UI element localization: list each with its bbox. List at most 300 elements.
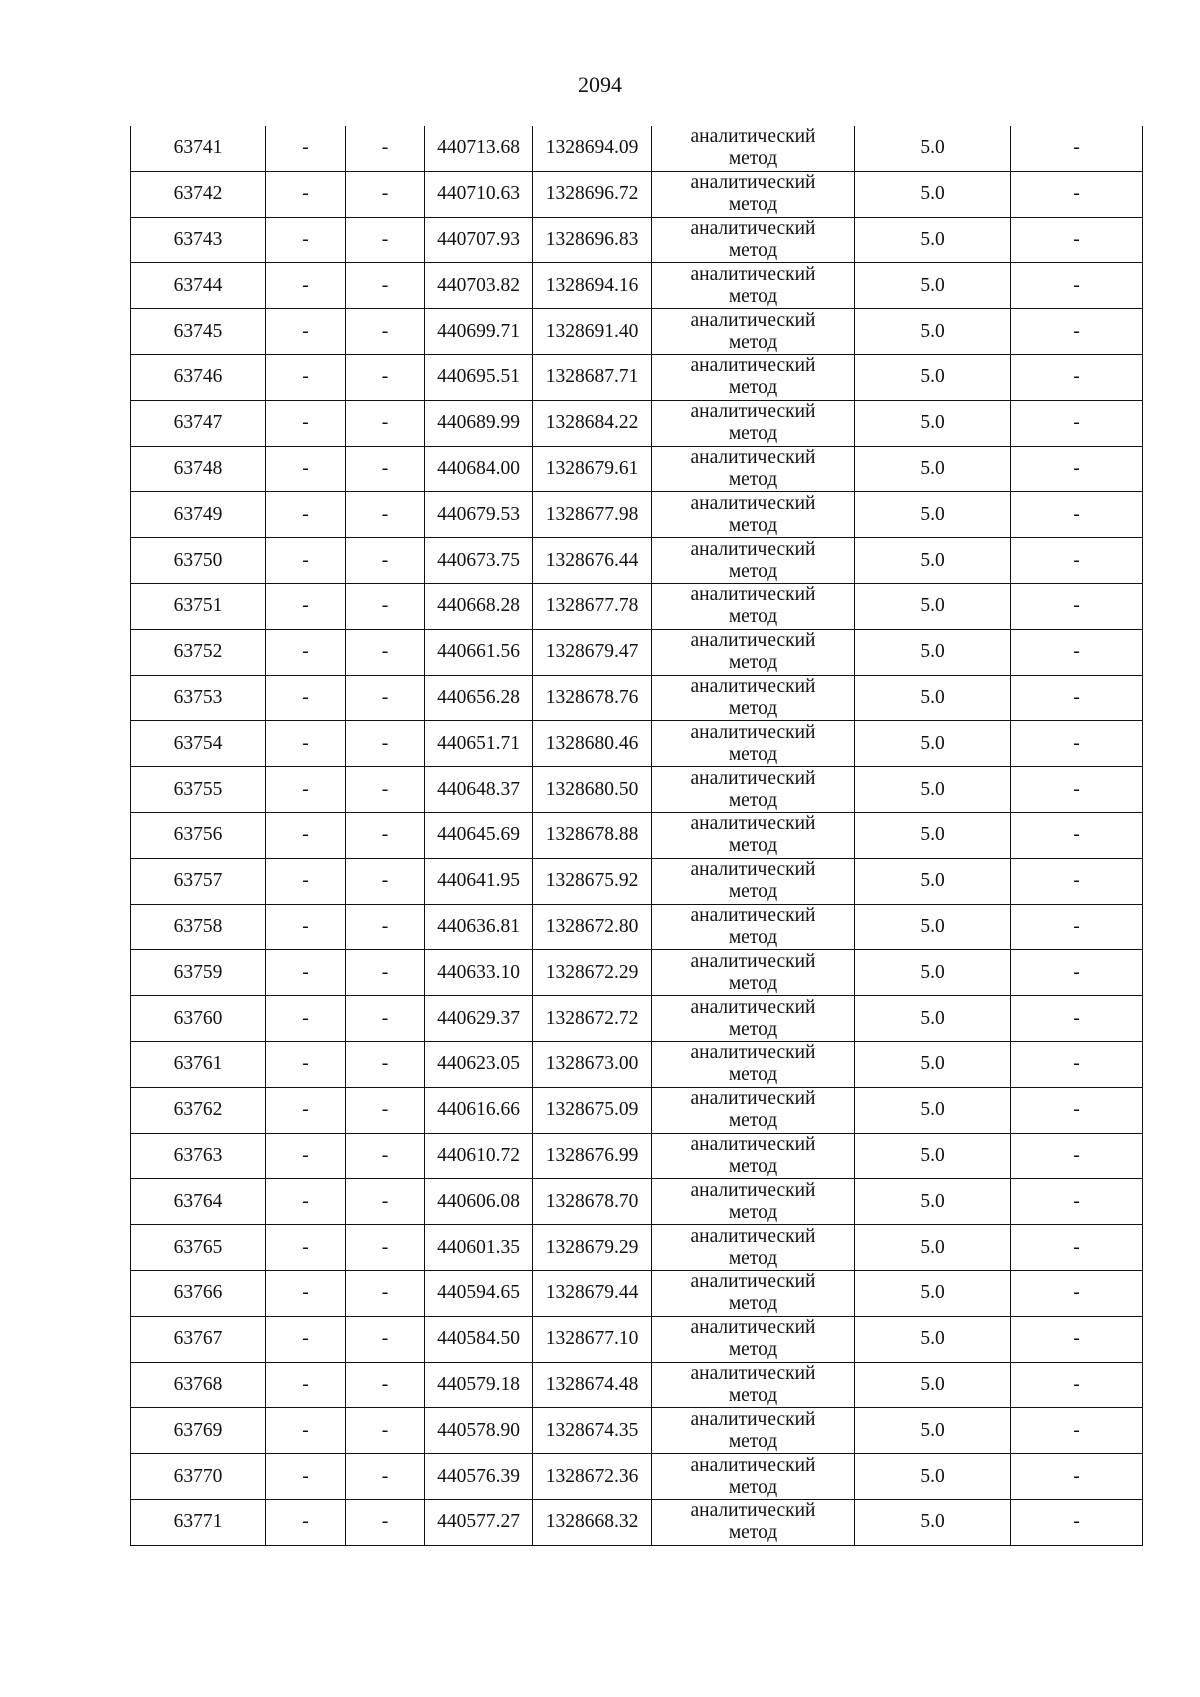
empty-cell: -	[346, 1408, 425, 1454]
empty-cell: -	[266, 126, 346, 171]
accuracy-cell: 5.0	[855, 538, 1011, 584]
note-cell: -	[1011, 1270, 1143, 1316]
x-coordinate-cell: 440645.69	[425, 812, 533, 858]
empty-cell: -	[346, 126, 425, 171]
empty-cell: -	[346, 1179, 425, 1225]
accuracy-cell: 5.0	[855, 1316, 1011, 1362]
note-cell: -	[1011, 309, 1143, 355]
table-row	[131, 446, 1143, 492]
note-cell: -	[1011, 1362, 1143, 1408]
accuracy-cell: 5.0	[855, 675, 1011, 721]
method-text: аналитический	[690, 1042, 816, 1064]
empty-cell: -	[266, 538, 346, 584]
accuracy-cell: 5.0	[855, 721, 1011, 767]
table-row	[131, 126, 1143, 171]
method-cell	[652, 1087, 855, 1133]
note-cell: -	[1011, 996, 1143, 1042]
x-coordinate-cell: 440636.81	[425, 904, 533, 950]
y-coordinate-cell: 1328672.36	[533, 1454, 652, 1500]
note-cell: -	[1011, 629, 1143, 675]
y-coordinate-cell: 1328678.88	[533, 812, 652, 858]
accuracy-cell: 5.0	[855, 1225, 1011, 1271]
note-cell: -	[1011, 263, 1143, 309]
x-coordinate-cell: 440601.35	[425, 1225, 533, 1271]
table-row	[131, 675, 1143, 721]
table-row	[131, 171, 1143, 217]
method-text: аналитический	[690, 1362, 816, 1384]
empty-cell: -	[266, 1041, 346, 1087]
method-text: метод	[728, 331, 778, 353]
y-coordinate-cell: 1328694.16	[533, 263, 652, 309]
method-text: аналитический	[690, 859, 816, 881]
empty-cell: -	[266, 767, 346, 813]
point-number-cell: 63759	[131, 950, 266, 996]
x-coordinate-cell: 440576.39	[425, 1454, 533, 1500]
empty-cell: -	[266, 217, 346, 263]
note-cell: -	[1011, 126, 1143, 171]
empty-cell: -	[346, 858, 425, 904]
method-text: аналитический	[690, 630, 816, 652]
empty-cell: -	[266, 309, 346, 355]
empty-cell: -	[346, 767, 425, 813]
point-number-cell: 63756	[131, 812, 266, 858]
note-cell: -	[1011, 1316, 1143, 1362]
method-text: аналитический	[690, 1133, 816, 1155]
table-row	[131, 354, 1143, 400]
accuracy-cell: 5.0	[855, 446, 1011, 492]
method-cell	[652, 721, 855, 767]
table-row	[131, 1362, 1143, 1408]
method-text: метод	[728, 743, 778, 765]
method-cell	[652, 583, 855, 629]
accuracy-cell: 5.0	[855, 629, 1011, 675]
point-number-cell: 63771	[131, 1499, 266, 1545]
empty-cell: -	[266, 263, 346, 309]
accuracy-cell: 5.0	[855, 217, 1011, 263]
point-number-cell: 63760	[131, 996, 266, 1042]
table-row	[131, 721, 1143, 767]
method-text: аналитический	[690, 1179, 816, 1201]
x-coordinate-cell: 440679.53	[425, 492, 533, 538]
point-number-cell: 63745	[131, 309, 266, 355]
method-text: метод	[728, 606, 778, 628]
y-coordinate-cell: 1328694.09	[533, 126, 652, 171]
y-coordinate-cell: 1328677.98	[533, 492, 652, 538]
empty-cell: -	[346, 538, 425, 584]
x-coordinate-cell: 440651.71	[425, 721, 533, 767]
empty-cell: -	[266, 1270, 346, 1316]
x-coordinate-cell: 440699.71	[425, 309, 533, 355]
method-cell	[652, 858, 855, 904]
accuracy-cell: 5.0	[855, 1179, 1011, 1225]
note-cell: -	[1011, 217, 1143, 263]
method-text: метод	[728, 881, 778, 903]
y-coordinate-cell: 1328668.32	[533, 1499, 652, 1545]
empty-cell: -	[266, 400, 346, 446]
accuracy-cell: 5.0	[855, 1499, 1011, 1545]
point-number-cell: 63747	[131, 400, 266, 446]
x-coordinate-cell: 440684.00	[425, 446, 533, 492]
method-text: метод	[728, 1430, 778, 1452]
method-cell	[652, 950, 855, 996]
method-text: аналитический	[690, 492, 816, 514]
x-coordinate-cell: 440606.08	[425, 1179, 533, 1225]
coordinates-table	[130, 126, 1143, 1546]
method-text: метод	[728, 1064, 778, 1086]
empty-cell: -	[266, 1087, 346, 1133]
x-coordinate-cell: 440661.56	[425, 629, 533, 675]
empty-cell: -	[266, 1454, 346, 1500]
table-row	[131, 217, 1143, 263]
point-number-cell: 63748	[131, 446, 266, 492]
note-cell: -	[1011, 767, 1143, 813]
x-coordinate-cell: 440689.99	[425, 400, 533, 446]
empty-cell: -	[266, 354, 346, 400]
method-text: метод	[728, 194, 778, 216]
empty-cell: -	[346, 1454, 425, 1500]
point-number-cell: 63768	[131, 1362, 266, 1408]
method-text: аналитический	[690, 721, 816, 743]
point-number-cell: 63769	[131, 1408, 266, 1454]
method-text: метод	[728, 835, 778, 857]
y-coordinate-cell: 1328675.09	[533, 1087, 652, 1133]
method-text: метод	[728, 514, 778, 536]
empty-cell: -	[266, 996, 346, 1042]
method-text: метод	[728, 1155, 778, 1177]
empty-cell: -	[346, 904, 425, 950]
note-cell: -	[1011, 1408, 1143, 1454]
empty-cell: -	[346, 1362, 425, 1408]
note-cell: -	[1011, 1225, 1143, 1271]
empty-cell: -	[346, 629, 425, 675]
note-cell: -	[1011, 583, 1143, 629]
y-coordinate-cell: 1328672.80	[533, 904, 652, 950]
point-number-cell: 63743	[131, 217, 266, 263]
method-cell	[652, 126, 855, 171]
empty-cell: -	[346, 1133, 425, 1179]
point-number-cell: 63763	[131, 1133, 266, 1179]
table-body	[131, 126, 1143, 1545]
method-text: аналитический	[690, 584, 816, 606]
table-row	[131, 263, 1143, 309]
method-text: метод	[728, 972, 778, 994]
x-coordinate-cell: 440656.28	[425, 675, 533, 721]
method-cell	[652, 812, 855, 858]
x-coordinate-cell: 440610.72	[425, 1133, 533, 1179]
empty-cell: -	[346, 721, 425, 767]
method-cell	[652, 767, 855, 813]
accuracy-cell: 5.0	[855, 1408, 1011, 1454]
empty-cell: -	[346, 1316, 425, 1362]
method-text: аналитический	[690, 401, 816, 423]
table-row	[131, 309, 1143, 355]
method-text: метод	[728, 285, 778, 307]
point-number-cell: 63753	[131, 675, 266, 721]
table-row	[131, 1316, 1143, 1362]
note-cell: -	[1011, 171, 1143, 217]
empty-cell: -	[266, 629, 346, 675]
empty-cell: -	[266, 171, 346, 217]
point-number-cell: 63765	[131, 1225, 266, 1271]
note-cell: -	[1011, 1454, 1143, 1500]
method-cell	[652, 538, 855, 584]
method-cell	[652, 354, 855, 400]
empty-cell: -	[346, 996, 425, 1042]
note-cell: -	[1011, 904, 1143, 950]
method-text: аналитический	[690, 309, 816, 331]
y-coordinate-cell: 1328672.72	[533, 996, 652, 1042]
note-cell: -	[1011, 950, 1143, 996]
point-number-cell: 63770	[131, 1454, 266, 1500]
method-text: аналитический	[690, 1088, 816, 1110]
note-cell: -	[1011, 538, 1143, 584]
point-number-cell: 63767	[131, 1316, 266, 1362]
y-coordinate-cell: 1328679.44	[533, 1270, 652, 1316]
method-cell	[652, 1270, 855, 1316]
empty-cell: -	[346, 400, 425, 446]
empty-cell: -	[266, 812, 346, 858]
method-text: аналитический	[690, 1500, 816, 1522]
method-cell	[652, 1499, 855, 1545]
method-text: метод	[728, 239, 778, 261]
point-number-cell: 63744	[131, 263, 266, 309]
method-text: метод	[728, 1247, 778, 1269]
table-row	[131, 1087, 1143, 1133]
table-row	[131, 858, 1143, 904]
empty-cell: -	[346, 217, 425, 263]
x-coordinate-cell: 440584.50	[425, 1316, 533, 1362]
method-text: метод	[728, 926, 778, 948]
table-row	[131, 904, 1143, 950]
x-coordinate-cell: 440713.68	[425, 126, 533, 171]
accuracy-cell: 5.0	[855, 492, 1011, 538]
accuracy-cell: 5.0	[855, 263, 1011, 309]
method-text: метод	[728, 697, 778, 719]
accuracy-cell: 5.0	[855, 1133, 1011, 1179]
empty-cell: -	[346, 1087, 425, 1133]
method-cell	[652, 263, 855, 309]
method-text: аналитический	[690, 813, 816, 835]
method-cell	[652, 904, 855, 950]
method-cell	[652, 1316, 855, 1362]
empty-cell: -	[346, 263, 425, 309]
empty-cell: -	[266, 950, 346, 996]
point-number-cell: 63752	[131, 629, 266, 675]
method-text: метод	[728, 1201, 778, 1223]
method-text: аналитический	[690, 675, 816, 697]
y-coordinate-cell: 1328676.99	[533, 1133, 652, 1179]
method-text: метод	[728, 468, 778, 490]
note-cell: -	[1011, 446, 1143, 492]
accuracy-cell: 5.0	[855, 950, 1011, 996]
method-cell	[652, 171, 855, 217]
method-text: метод	[728, 1339, 778, 1361]
empty-cell: -	[346, 171, 425, 217]
x-coordinate-cell: 440629.37	[425, 996, 533, 1042]
y-coordinate-cell: 1328674.48	[533, 1362, 652, 1408]
method-cell	[652, 675, 855, 721]
table-row	[131, 1041, 1143, 1087]
x-coordinate-cell: 440710.63	[425, 171, 533, 217]
note-cell: -	[1011, 675, 1143, 721]
y-coordinate-cell: 1328677.78	[533, 583, 652, 629]
empty-cell: -	[266, 1225, 346, 1271]
empty-cell: -	[266, 904, 346, 950]
method-cell	[652, 1179, 855, 1225]
y-coordinate-cell: 1328675.92	[533, 858, 652, 904]
y-coordinate-cell: 1328687.71	[533, 354, 652, 400]
empty-cell: -	[266, 858, 346, 904]
method-text: аналитический	[690, 767, 816, 789]
point-number-cell: 63757	[131, 858, 266, 904]
x-coordinate-cell: 440707.93	[425, 217, 533, 263]
accuracy-cell: 5.0	[855, 812, 1011, 858]
note-cell: -	[1011, 858, 1143, 904]
point-number-cell: 63741	[131, 126, 266, 171]
y-coordinate-cell: 1328676.44	[533, 538, 652, 584]
y-coordinate-cell: 1328684.22	[533, 400, 652, 446]
x-coordinate-cell: 440648.37	[425, 767, 533, 813]
method-cell	[652, 996, 855, 1042]
method-text: метод	[728, 1522, 778, 1544]
accuracy-cell: 5.0	[855, 171, 1011, 217]
accuracy-cell: 5.0	[855, 126, 1011, 171]
method-text: метод	[728, 1018, 778, 1040]
method-text: аналитический	[690, 263, 816, 285]
empty-cell: -	[346, 354, 425, 400]
empty-cell: -	[266, 1133, 346, 1179]
point-number-cell: 63750	[131, 538, 266, 584]
accuracy-cell: 5.0	[855, 1454, 1011, 1500]
table-row	[131, 1408, 1143, 1454]
table-row	[131, 1499, 1143, 1545]
empty-cell: -	[266, 1179, 346, 1225]
y-coordinate-cell: 1328672.29	[533, 950, 652, 996]
method-cell	[652, 1225, 855, 1271]
method-cell	[652, 1408, 855, 1454]
method-text: аналитический	[690, 1317, 816, 1339]
method-cell	[652, 629, 855, 675]
empty-cell: -	[266, 446, 346, 492]
y-coordinate-cell: 1328679.47	[533, 629, 652, 675]
accuracy-cell: 5.0	[855, 309, 1011, 355]
method-text: метод	[728, 423, 778, 445]
table-row	[131, 1225, 1143, 1271]
x-coordinate-cell: 440633.10	[425, 950, 533, 996]
y-coordinate-cell: 1328677.10	[533, 1316, 652, 1362]
method-text: аналитический	[690, 355, 816, 377]
point-number-cell: 63749	[131, 492, 266, 538]
x-coordinate-cell: 440673.75	[425, 538, 533, 584]
table-row	[131, 1270, 1143, 1316]
empty-cell: -	[346, 1499, 425, 1545]
method-cell	[652, 1041, 855, 1087]
empty-cell: -	[346, 309, 425, 355]
x-coordinate-cell: 440623.05	[425, 1041, 533, 1087]
x-coordinate-cell: 440579.18	[425, 1362, 533, 1408]
table-row	[131, 1454, 1143, 1500]
empty-cell: -	[266, 675, 346, 721]
page-number: 2094	[578, 72, 622, 97]
point-number-cell: 63761	[131, 1041, 266, 1087]
x-coordinate-cell: 440703.82	[425, 263, 533, 309]
empty-cell: -	[346, 1041, 425, 1087]
note-cell: -	[1011, 492, 1143, 538]
empty-cell: -	[266, 1499, 346, 1545]
method-text: аналитический	[690, 126, 816, 148]
empty-cell: -	[266, 721, 346, 767]
y-coordinate-cell: 1328696.83	[533, 217, 652, 263]
x-coordinate-cell: 440578.90	[425, 1408, 533, 1454]
method-text: метод	[728, 1384, 778, 1406]
accuracy-cell: 5.0	[855, 858, 1011, 904]
accuracy-cell: 5.0	[855, 1270, 1011, 1316]
table-row	[131, 1133, 1143, 1179]
method-cell	[652, 309, 855, 355]
empty-cell: -	[266, 1408, 346, 1454]
method-cell	[652, 1133, 855, 1179]
method-text: аналитический	[690, 538, 816, 560]
method-cell	[652, 1362, 855, 1408]
method-cell	[652, 1454, 855, 1500]
note-cell: -	[1011, 1179, 1143, 1225]
accuracy-cell: 5.0	[855, 583, 1011, 629]
x-coordinate-cell: 440594.65	[425, 1270, 533, 1316]
empty-cell: -	[346, 583, 425, 629]
note-cell: -	[1011, 1041, 1143, 1087]
note-cell: -	[1011, 721, 1143, 767]
table-row	[131, 400, 1143, 446]
method-cell	[652, 492, 855, 538]
table-row	[131, 629, 1143, 675]
method-text: аналитический	[690, 996, 816, 1018]
table-row	[131, 583, 1143, 629]
point-number-cell: 63754	[131, 721, 266, 767]
empty-cell: -	[346, 1225, 425, 1271]
empty-cell: -	[346, 950, 425, 996]
point-number-cell: 63742	[131, 171, 266, 217]
method-text: метод	[728, 560, 778, 582]
note-cell: -	[1011, 812, 1143, 858]
table-row	[131, 812, 1143, 858]
method-text: метод	[728, 148, 778, 170]
y-coordinate-cell: 1328678.76	[533, 675, 652, 721]
y-coordinate-cell: 1328679.29	[533, 1225, 652, 1271]
x-coordinate-cell: 440668.28	[425, 583, 533, 629]
empty-cell: -	[266, 583, 346, 629]
accuracy-cell: 5.0	[855, 1041, 1011, 1087]
method-text: аналитический	[690, 217, 816, 239]
table-row	[131, 1179, 1143, 1225]
table-row	[131, 996, 1143, 1042]
x-coordinate-cell: 440695.51	[425, 354, 533, 400]
x-coordinate-cell: 440641.95	[425, 858, 533, 904]
method-cell	[652, 400, 855, 446]
method-text: аналитический	[690, 172, 816, 194]
method-text: аналитический	[690, 1271, 816, 1293]
note-cell: -	[1011, 1133, 1143, 1179]
empty-cell: -	[346, 446, 425, 492]
note-cell: -	[1011, 354, 1143, 400]
y-coordinate-cell: 1328691.40	[533, 309, 652, 355]
accuracy-cell: 5.0	[855, 767, 1011, 813]
method-cell	[652, 446, 855, 492]
empty-cell: -	[266, 1316, 346, 1362]
empty-cell: -	[346, 675, 425, 721]
y-coordinate-cell: 1328679.61	[533, 446, 652, 492]
note-cell: -	[1011, 400, 1143, 446]
point-number-cell: 63762	[131, 1087, 266, 1133]
